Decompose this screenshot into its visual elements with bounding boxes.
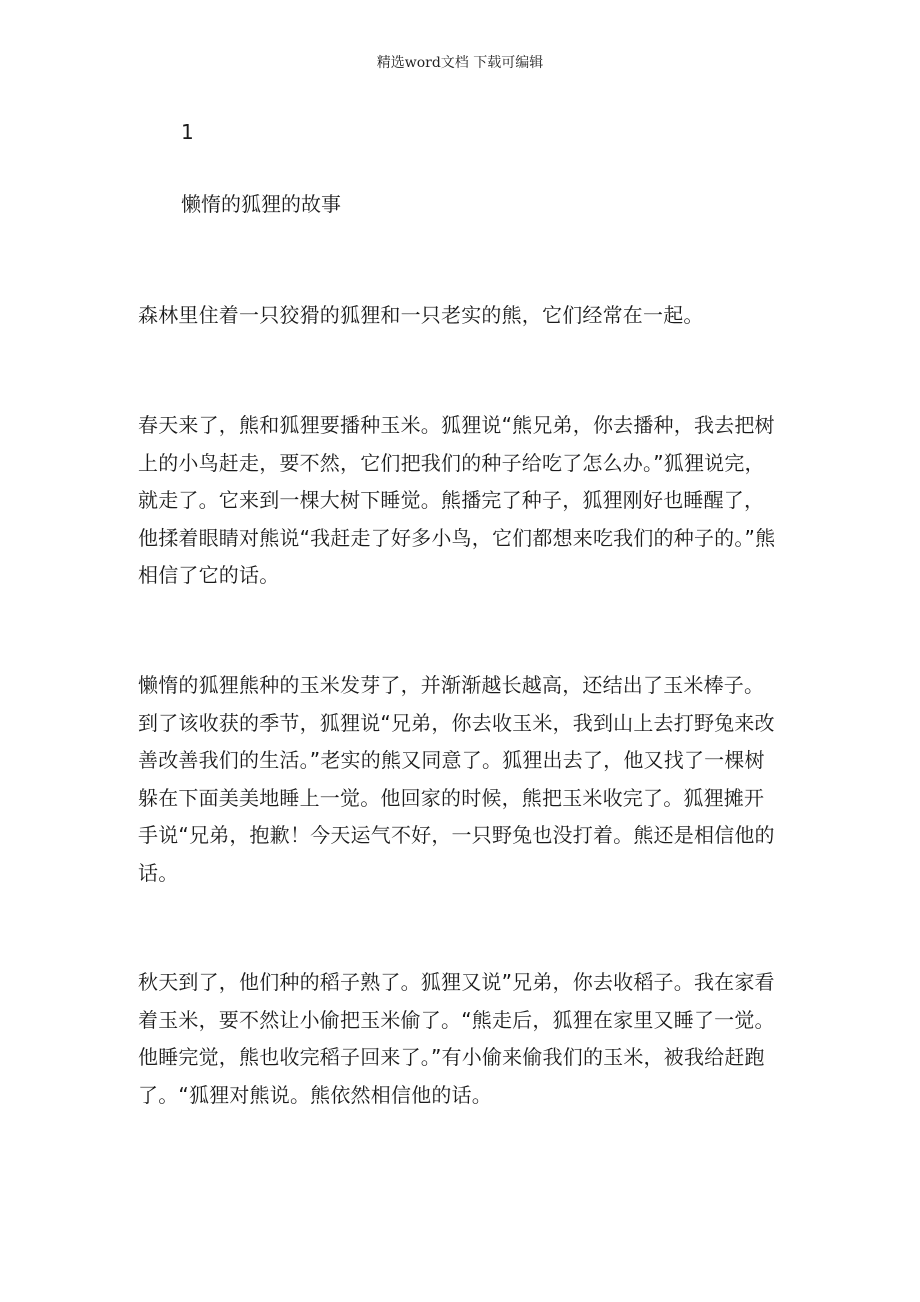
paragraph: 懒惰的狐狸熊种的玉米发芽了，并渐渐越长越高，还结出了玉米棒子。到了该收获的季节，狐狸说“兄弟，你去收玉米，我到山上去打野兔来改善改善我们的生活。”老实的熊又同意了。狐狸出去了，他又找了一棵树躲在下面美美地睡上一觉。他回家的时候，熊把玉米收完了。狐狸摊开手说“兄弟，抱歉！今天运气不好，一只野兔也没打着。熊还是相信他的话。 [138,673,775,885]
paragraph: 春天来了，熊和狐狸要播种玉米。狐狸说“熊兄弟，你去播种，我去把树上的小鸟赶走，要不然，它们把我们的种子给吃了怎么办。”狐狸说完，就走了。它来到一棵大树下睡觉。熊播完了种子，狐狸刚好也睡醒了，他揉着眼睛对熊说“我赶走了好多小鸟，它们都想来吃我们的种子的。”熊相信了它的话。 [138,413,776,587]
page-header: 精选word文档 下载可编辑 [376,55,544,71]
paragraph: 秋天到了，他们种的稻子熟了。狐狸又说”兄弟，你去收稻子。我在家看着玉米，要不然让小偷把玉米偷了。“熊走后，狐狸在家里又睡了一觉。他睡完觉，熊也收完稻子回来了。”有小偷来偷我们的玉米，被我给赶跑了。“狐狸对熊说。熊依然相信他的话。 [138,970,775,1107]
page-number: 1 [181,120,194,144]
paragraph: 森林里住着一只狡猾的狐狸和一只老实的熊，它们经常在一起。 [138,303,704,327]
document-title: 懒惰的狐狸的故事 [181,192,341,216]
